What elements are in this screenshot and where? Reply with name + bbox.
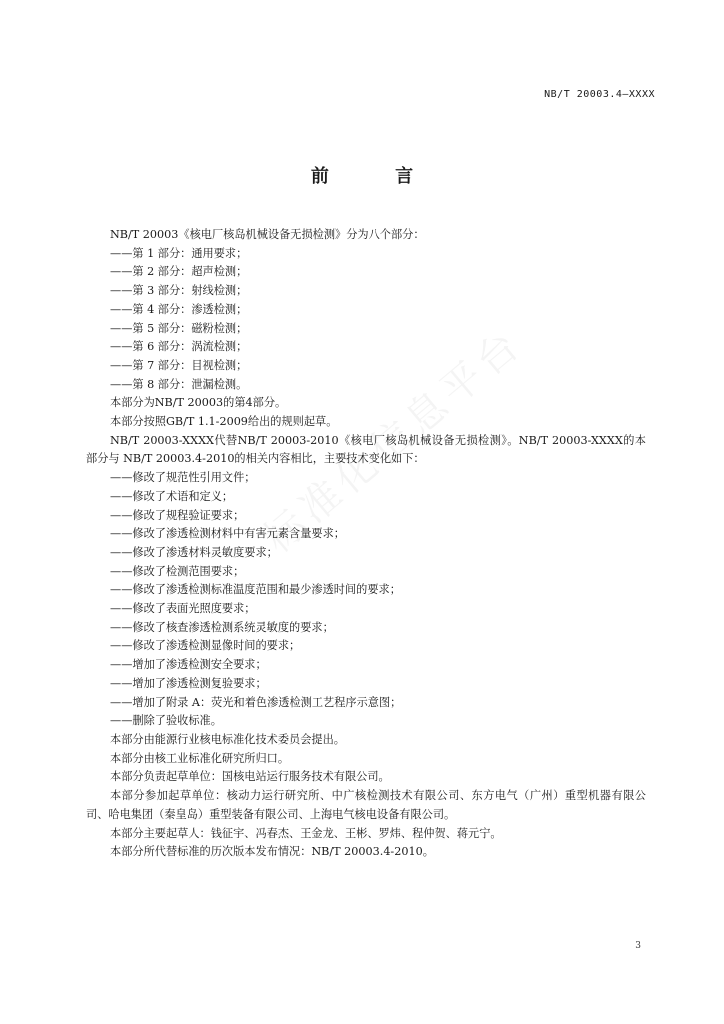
- list-item: ——增加了附录 A：荧光和着色渗透检测工艺程序示意图；: [110, 695, 402, 709]
- paragraph: 本部分主要起草人：钱征宇、冯春杰、王金龙、王彬、罗炜、程仲贺、蒋元宁。: [110, 826, 502, 840]
- list-item: ——修改了规范性引用文件；: [110, 471, 256, 485]
- list-item: ——修改了渗透检测材料中有害元素含量要求；: [110, 527, 345, 541]
- paragraph: NB/T 20003《核电厂核岛机械设备无损检测》分为八个部分：: [110, 228, 425, 241]
- list-item: ——修改了核查渗透检测系统灵敏度的要求；: [110, 620, 334, 634]
- document-code-header: NB/T 20003.4—XXXX: [544, 89, 655, 100]
- list-item: ——修改了渗透材料灵敏度要求；: [110, 545, 278, 559]
- list-item: ——第 2 部分：超声检测；: [110, 265, 248, 279]
- list-item: ——第 5 部分：磁粉检测；: [110, 321, 248, 335]
- paragraph: 本部分为NB/T 20003的第4部分。: [110, 396, 287, 410]
- list-item: ——增加了渗透检测复验要求；: [110, 676, 267, 690]
- list-item: ——第 3 部分：射线检测；: [110, 284, 248, 298]
- page-title: 前 言: [310, 166, 444, 187]
- list-item: ——修改了表面光照度要求；: [110, 602, 256, 616]
- paragraph: 本部分按照GB/T 1.1-2009给出的规则起草。: [110, 415, 338, 429]
- list-item: ——修改了检测范围要求；: [110, 564, 245, 578]
- page-number: 3: [635, 941, 641, 951]
- list-item: ——修改了术语和定义；: [110, 489, 234, 503]
- list-item: ——第 8 部分：泄漏检测。: [110, 377, 248, 391]
- paragraph: 本部分负责起草单位：国核电站运行服务技术有限公司。: [110, 770, 390, 784]
- list-item: ——第 1 部分：通用要求；: [110, 246, 248, 260]
- paragraph: 本部分由能源行业核电标准化技术委员会提出。: [110, 732, 345, 746]
- list-item: ——第 7 部分：目视检测；: [110, 358, 248, 372]
- list-item: ——修改了渗透检测显像时间的要求；: [110, 639, 301, 653]
- list-item: ——删除了验收标准。: [110, 714, 222, 728]
- list-item: ——第 6 部分：涡流检测；: [110, 340, 248, 354]
- list-item: ——修改了规程验证要求；: [110, 508, 245, 522]
- paragraph: 本部分由核工业标准化研究所归口。: [110, 751, 290, 765]
- list-item: ——增加了渗透检测安全要求；: [110, 658, 267, 672]
- foreword-body: [86, 226, 646, 862]
- paragraph: 本部分所代替标准的历次版本发布情况：NB/T 20003.4-2010。: [110, 845, 434, 859]
- paragraph: NB/T 20003-XXXX代替NB/T 20003-2010《核电厂核岛机械设备无损检测》。NB/T 20003-XXXX的本部分与 NB/T 20003.4-2010的相关内容相比，主要技术变化如下：: [86, 433, 646, 466]
- list-item: ——第 4 部分：渗透检测；: [110, 302, 248, 316]
- paragraph: 本部分参加起草单位：核动力运行研究所、中广核检测技术有限公司、东方电气（广州）重型机器有限公司、哈电集团（秦皇岛）重型装备有限公司、上海电气核电设备有限公司。: [86, 789, 646, 821]
- list-item: ——修改了渗透检测标准温度范围和最少渗透时间的要求；: [110, 583, 401, 597]
